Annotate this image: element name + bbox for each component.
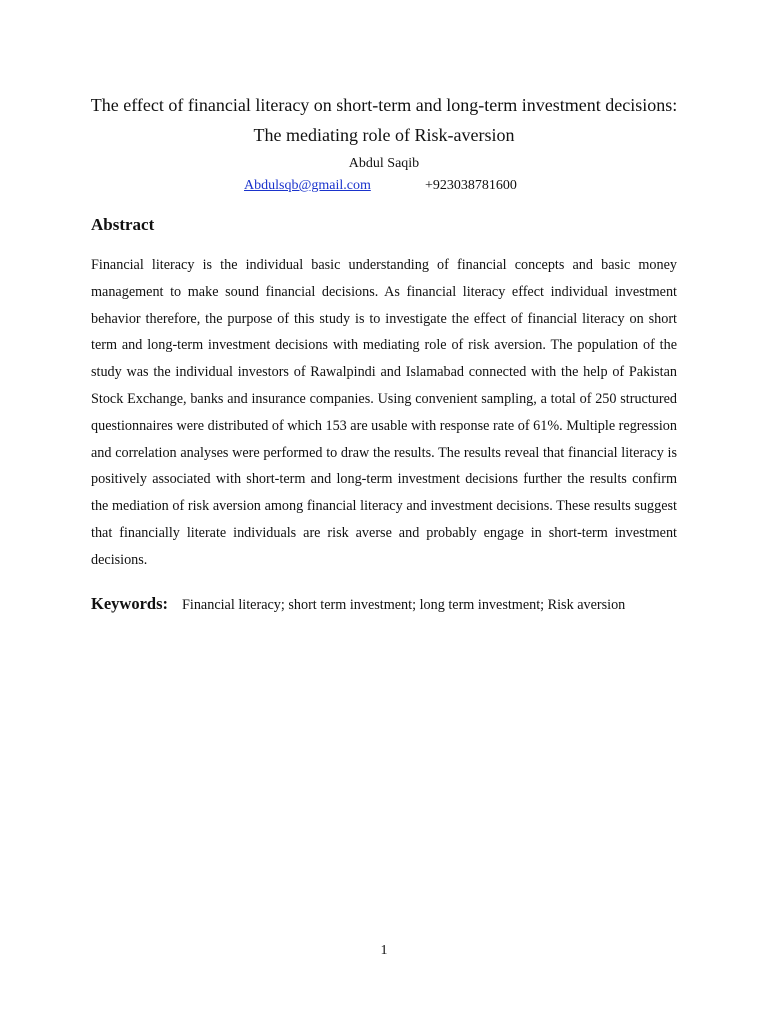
abstract-heading: Abstract (91, 215, 155, 234)
author-phone: +923038781600 (425, 178, 517, 193)
paper-title-line-1: The effect of financial literacy on short-term and long-term investment decisions: (90, 95, 678, 115)
keywords-label: Keywords: (91, 594, 168, 613)
keywords-text: Financial literacy; short term investment; long term investment; Risk aversion (182, 597, 626, 613)
page-number: 1 (380, 943, 388, 958)
author-email-link[interactable]: Abdulsqb@gmail.com (244, 178, 371, 193)
keywords-line (91, 594, 731, 614)
author-name: Abdul Saqib (348, 156, 420, 171)
abstract-body: Financial literacy is the individual basic understanding of financial concepts and basic money management to make sound financial decisions. As financial literacy effect individual investment behavior therefore, the purpose of this study is to investigate the effect of financial literacy on short term and long-term investment decisions with mediating role of risk aversion. The population of the study was the individual investors of Rawalpindi and Islamabad connected with the help of Pakistan Stock Exchange, banks and insurance companies. Using convenient sampling, a total of 250 structured questionnaires were distributed of which 153 are usable with response rate of 61%. Multiple regression and correlation analyses were performed to draw the results. The results reveal that financial literacy is positively associated with short-term and long-term investment decisions further the results confirm the mediation of risk aversion among financial literacy and investment decisions. These results suggest that financially literate individuals are risk averse and probably engage in short-term investment decisions. (91, 257, 677, 568)
paper-title-line-2: The mediating role of Risk-aversion (253, 125, 515, 145)
